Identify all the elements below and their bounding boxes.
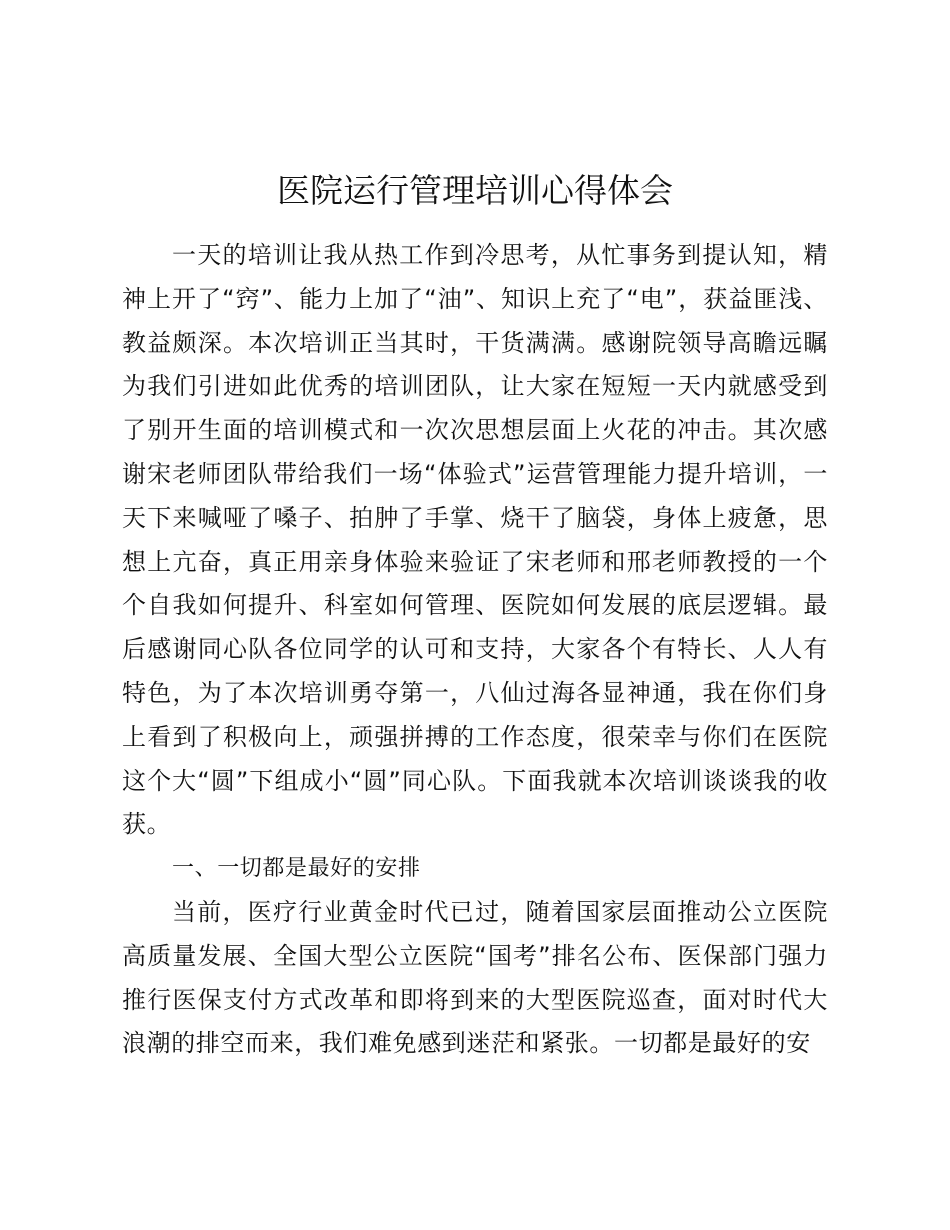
paragraph-section-1: 当前，医疗行业黄金时代已过，随着国家层面推动公立医院高质量发展、全国大型公立医院“国考”排名公布、医保部门强力推行医保支付方式改革和即将到来的大型医院巡查，面对时代大浪潮的排空而来，我们难免感到迷茫和紧张。一切都是最好的安	[122, 897, 828, 1058]
document-body	[122, 234, 828, 1066]
document-title: 医院运行管理培训心得体会	[277, 171, 673, 210]
section-heading: 一、一切都是最好的安排	[172, 856, 421, 882]
paragraph-intro: 一天的培训让我从热工作到冷思考，从忙事务到提认知，精神上开了“窍”、能力上加了“油”、知识上充了“电”，获益匪浅、教益颇深。本次培训正当其时，干货满满。感谢院领导高瞻远瞩为我们引进如此优秀的培训团队，让大家在短短一天内就感受到了别开生面的培训模式和一次次思想层面上火花的冲击。其次感谢宋老师团队带给我们一场“体验式”运营管理能力提升培训，一天下来喊哑了嗓子、拍肿了手掌、烧干了脑袋，身体上疲惫，思想上亢奋，真正用亲身体验来验证了宋老师和邢老师教授的一个个自我如何提升、科室如何管理、医院如何发展的底层逻辑。最后感谢同心队各位同学的认可和支持，大家各个有特长、人人有特色，为了本次培训勇夺第一，八仙过海各显神通，我在你们身上看到了积极向上，顽强拼搏的工作态度，很荣幸与你们在医院这个大“圆”下组成小“圆”同心队。下面我就本次培训谈谈我的收获。	[122, 241, 828, 839]
